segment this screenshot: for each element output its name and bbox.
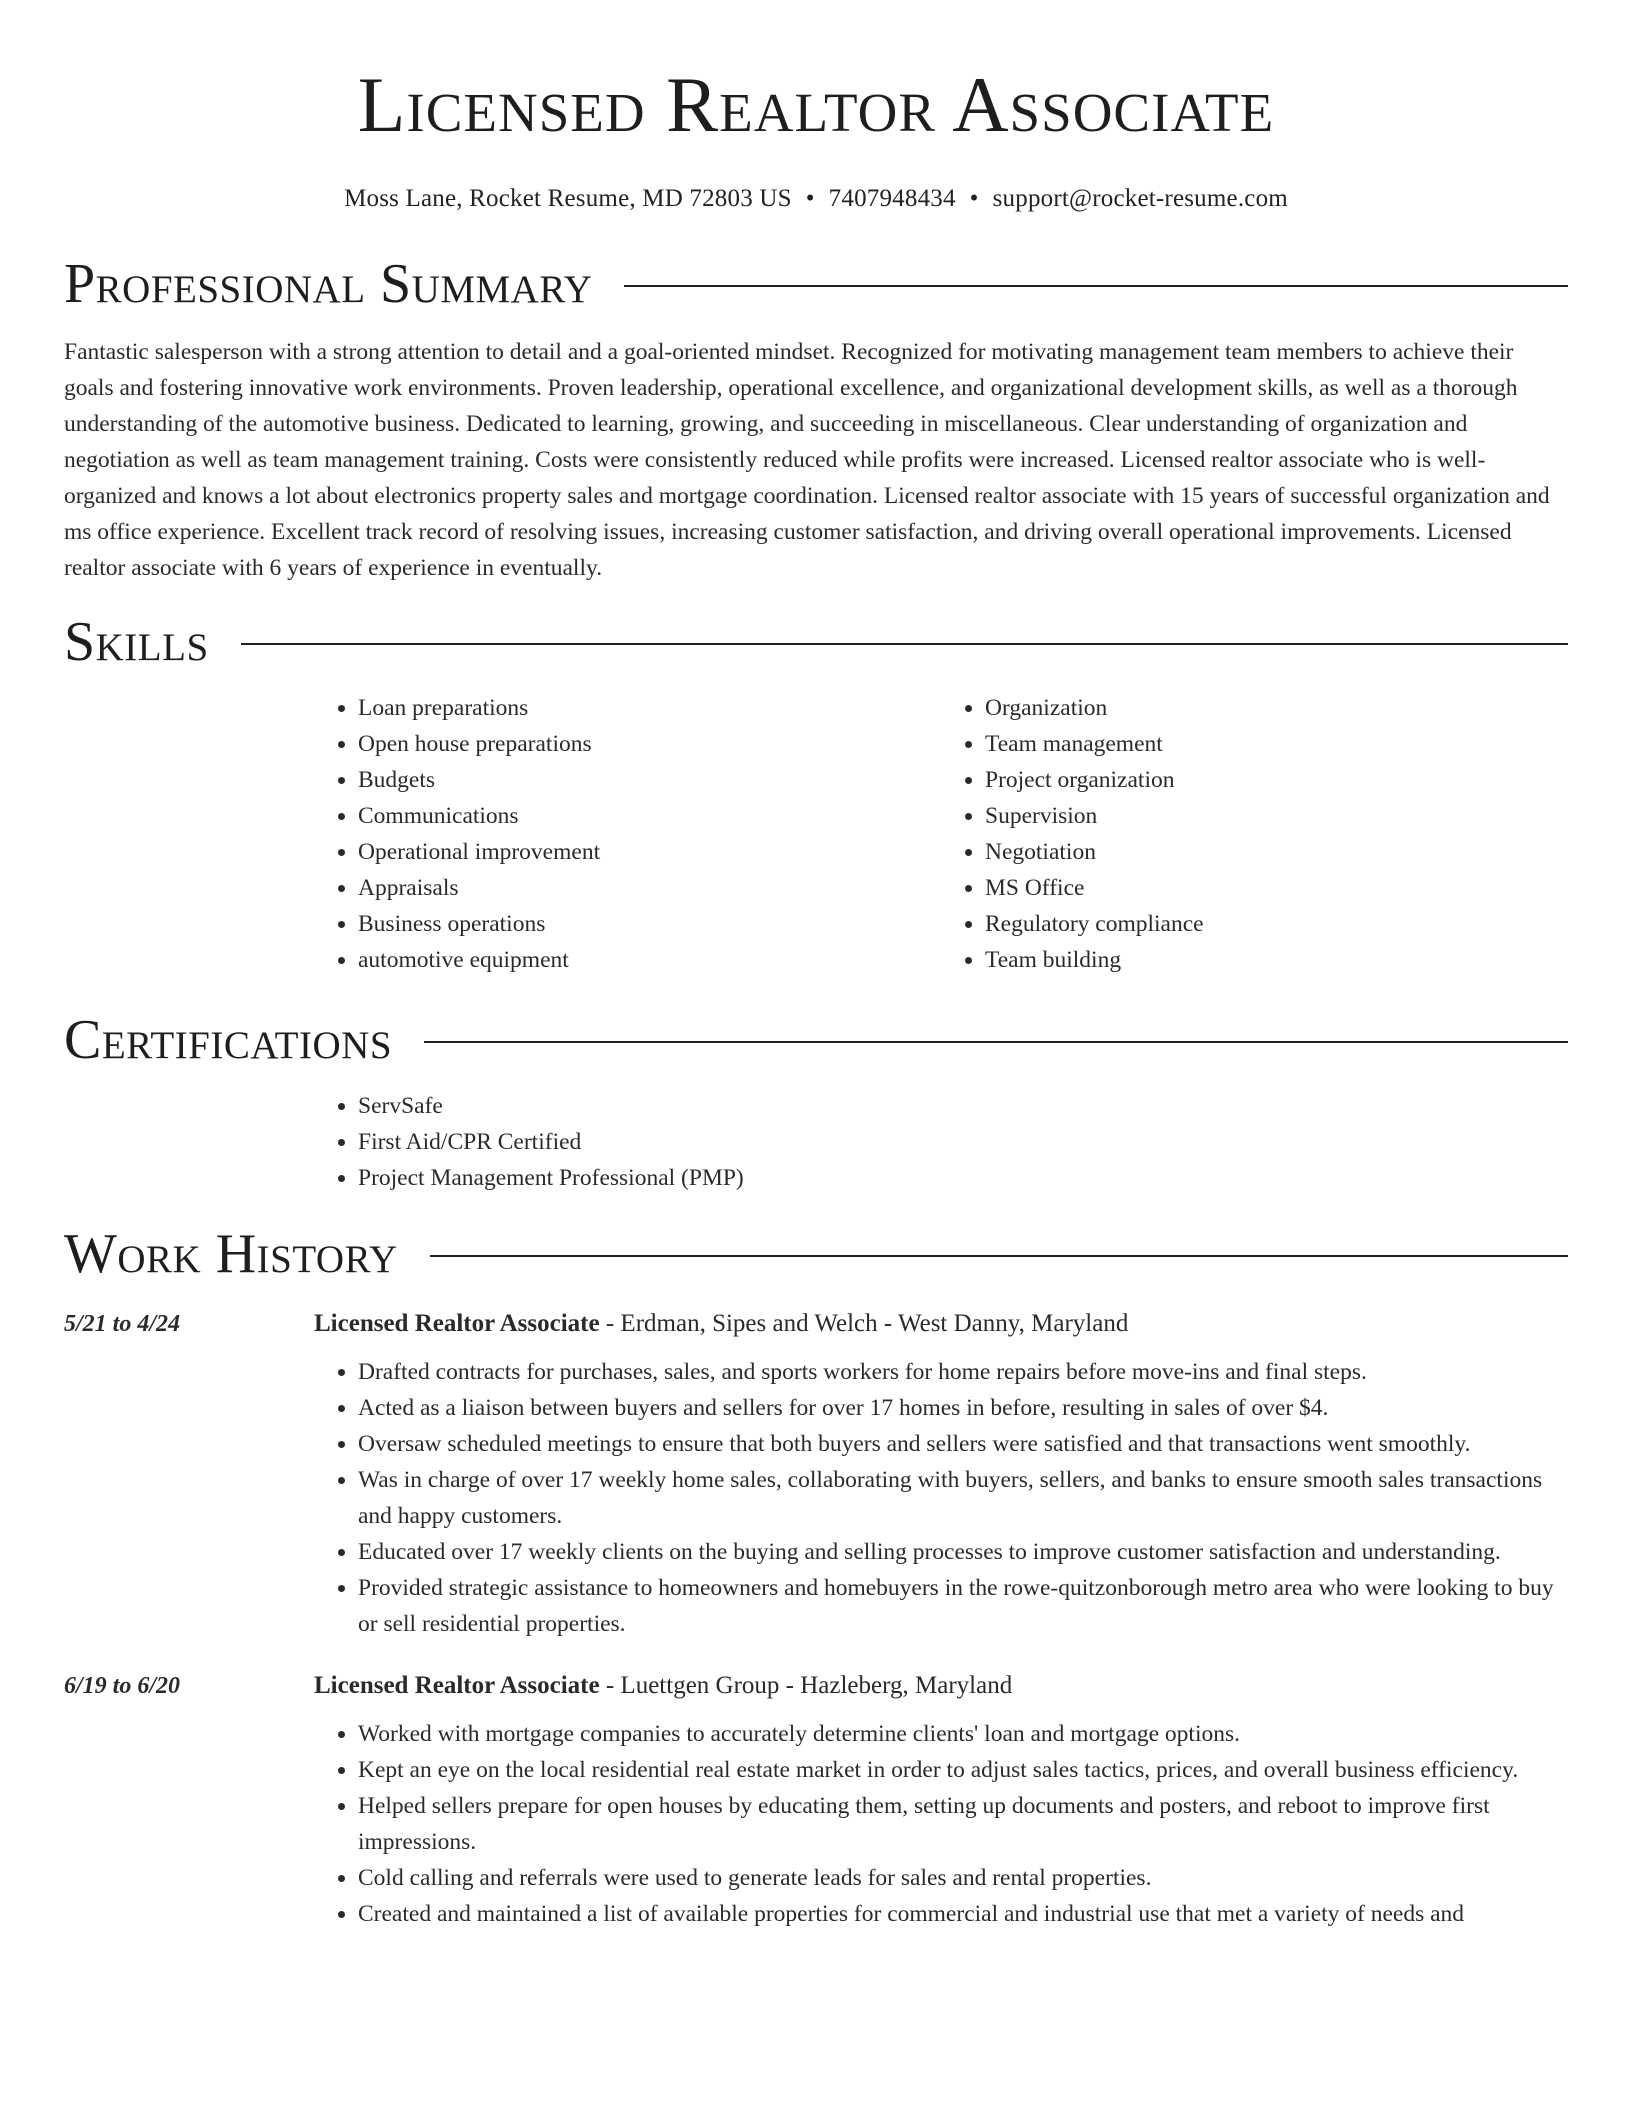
work-history-header	[64, 1222, 1568, 1286]
job-bullet: • Provided strategic assistance to homeowners and homebuyers in the rowe-quitzonborough metro area who were looking to buy or sell residential properties.	[358, 1570, 1568, 1642]
skills-header	[64, 610, 1568, 674]
skill-item: • Negotiation	[985, 834, 1568, 870]
skill-item: • automotive equipment	[358, 942, 941, 978]
job-bullet: • Drafted contracts for purchases, sales, and sports workers for home repairs before move-ins and final steps.	[358, 1354, 1568, 1390]
summary-text: Fantastic salesperson with a strong attention to detail and a goal-oriented mindset. Recognized for motivating management team members to achieve their goals and fostering innovative work environments. Proven leadership, operational excellence, and organizational development skills, as well as a thorough understanding of the automotive business. Dedicated to learning, growing, and succeeding in miscellaneous. Clear understanding of organization and negotiation as well as team management training. Costs were consistently reduced while profits were increased. Licensed realtor associate who is well-organized and knows a lot about electronics property sales and mortgage coordination. Licensed realtor associate with 15 years of successful organization and ms office experience. Excellent track record of resolving issues, increasing customer satisfaction, and driving overall operational improvements. Licensed realtor associate with 6 years of experience in eventually.	[64, 339, 1550, 581]
job-body	[314, 1666, 1568, 1932]
resume-name: Licensed Realtor Associate	[357, 61, 1275, 148]
job-bullet: • Created and maintained a list of available properties for commercial and industrial use that met a variety of needs and	[358, 1896, 1568, 1932]
certifications-list	[314, 1088, 1568, 1196]
section-divider	[241, 643, 1568, 645]
certifications-title: Certifications	[64, 1009, 393, 1071]
job-bullet: • Acted as a liaison between buyers and sellers for over 17 homes in before, resulting in sales of over $4.	[358, 1390, 1568, 1426]
job-body	[314, 1304, 1568, 1642]
skills-list-right	[941, 690, 1568, 978]
skill-item: • Open house preparations	[358, 726, 941, 762]
certification-item: • First Aid/CPR Certified	[358, 1124, 1568, 1160]
job-entry	[64, 1304, 1568, 1642]
work-history-section	[64, 1222, 1568, 1932]
contact-address: Moss Lane, Rocket Resume, MD 72803 US	[344, 185, 792, 212]
certification-item: • ServSafe	[358, 1088, 1568, 1124]
job-dates: 5/21 to 4/24	[64, 1311, 181, 1337]
skill-item: • Budgets	[358, 762, 941, 798]
section-divider	[424, 1041, 1568, 1043]
skills-section	[64, 610, 1568, 978]
contact-phone: 7407948434	[828, 185, 956, 212]
skill-item: • Supervision	[985, 798, 1568, 834]
job-title: Licensed Realtor Associate	[314, 1310, 600, 1337]
job-bullet: • Kept an eye on the local residential real estate market in order to adjust sales tactics, prices, and overall business efficiency.	[358, 1752, 1568, 1788]
contact-separator: •	[805, 185, 815, 212]
job-bullet: • Was in charge of over 17 weekly home sales, collaborating with buyers, sellers, and banks to ensure smooth sales transactions and happy customers.	[358, 1462, 1568, 1534]
skill-item: • Project organization	[985, 762, 1568, 798]
job-bullet: • Worked with mortgage companies to accurately determine clients' loan and mortgage options.	[358, 1716, 1568, 1752]
job-company-location: - Erdman, Sipes and Welch - West Danny, Maryland	[599, 1310, 1129, 1337]
skills-title: Skills	[64, 611, 209, 673]
skill-item: • Operational improvement	[358, 834, 941, 870]
job-title: Licensed Realtor Associate	[314, 1672, 600, 1699]
job-bullet: • Educated over 17 weekly clients on the buying and selling processes to improve customer satisfaction and understanding.	[358, 1534, 1568, 1570]
skill-item: • Business operations	[358, 906, 941, 942]
job-bullets	[314, 1716, 1568, 1932]
job-bullet: • Helped sellers prepare for open houses by educating them, setting up documents and posters, and reboot to improve first impressions.	[358, 1788, 1568, 1860]
contact-line	[64, 184, 1568, 214]
contact-separator: •	[969, 185, 979, 212]
skills-list-left	[314, 690, 941, 978]
skill-item: • MS Office	[985, 870, 1568, 906]
skill-item: • Communications	[358, 798, 941, 834]
summary-section	[64, 252, 1568, 586]
job-entry	[64, 1666, 1568, 1932]
job-bullets	[314, 1354, 1568, 1642]
skill-item: • Appraisals	[358, 870, 941, 906]
contact-email: support@rocket-resume.com	[992, 185, 1288, 212]
work-history-title: Work History	[64, 1223, 398, 1285]
job-bullet: • Oversaw scheduled meetings to ensure that both buyers and sellers were satisfied and that transactions went smoothly.	[358, 1426, 1568, 1462]
job-company-location: - Luettgen Group - Hazleberg, Maryland	[599, 1672, 1013, 1699]
job-heading	[314, 1666, 1568, 1706]
job-dates: 6/19 to 6/20	[64, 1673, 181, 1699]
skill-item: • Organization	[985, 690, 1568, 726]
skills-grid	[314, 690, 1568, 978]
certifications-section	[64, 1008, 1568, 1196]
summary-title: Professional Summary	[64, 253, 593, 315]
summary-header	[64, 252, 1568, 316]
job-heading	[314, 1304, 1568, 1344]
section-divider	[624, 285, 1568, 287]
skill-item: • Team building	[985, 942, 1568, 978]
job-bullet: • Cold calling and referrals were used to generate leads for sales and rental properties.	[358, 1860, 1568, 1896]
section-divider	[430, 1255, 1568, 1257]
certifications-header	[64, 1008, 1568, 1072]
skill-item: • Regulatory compliance	[985, 906, 1568, 942]
skill-item: • Team management	[985, 726, 1568, 762]
jobs-list	[64, 1304, 1568, 1932]
certification-item: • Project Management Professional (PMP)	[358, 1160, 1568, 1196]
skill-item: • Loan preparations	[358, 690, 941, 726]
